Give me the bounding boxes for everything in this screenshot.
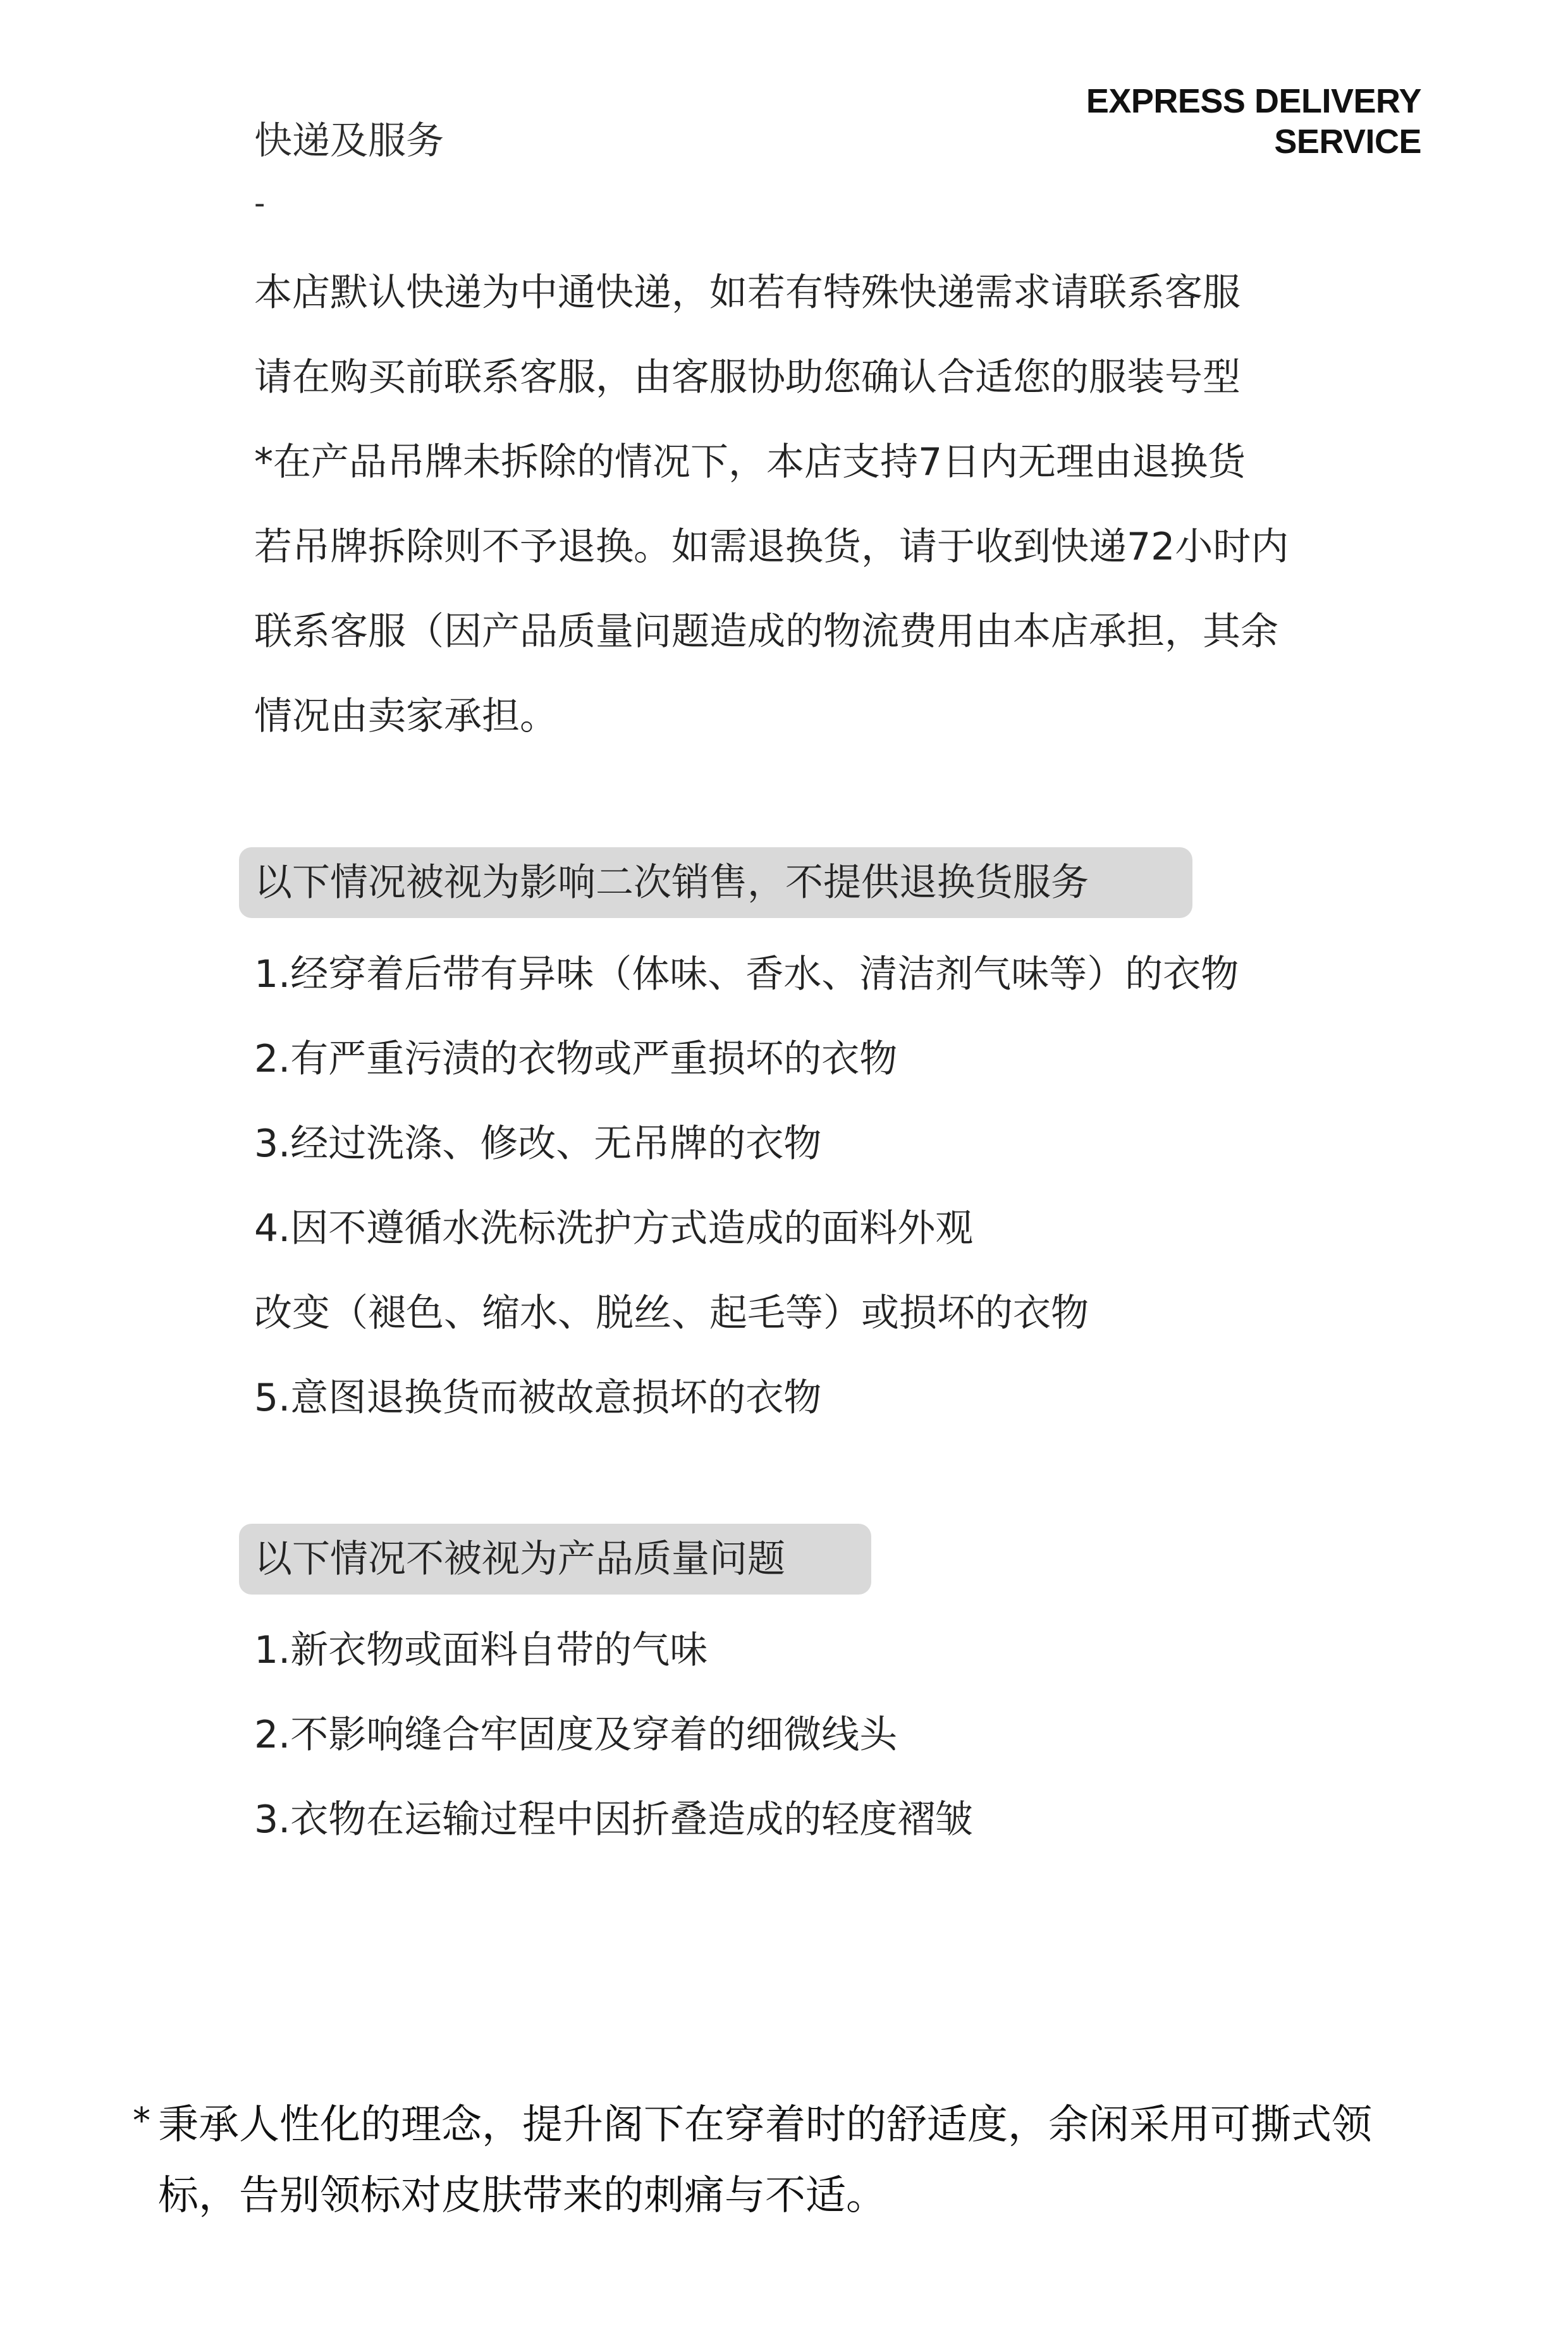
intro-paragraph: [254, 250, 1455, 759]
section-heading-no-return: 以下情况被视为影响二次销售，不提供退换货服务: [239, 847, 1192, 918]
list-item: 改变（褪色、缩水、脱丝、起毛等）或损坏的衣物: [254, 1291, 1089, 1335]
list-item: 4.因不遵循水洗标洗护方式造成的面料外观: [254, 1206, 974, 1251]
list-item: 1.经穿着后带有异味（体味、香水、清洁剂气味等）的衣物: [254, 952, 1239, 996]
list-item: 3.经过洗涤、修改、无吊牌的衣物: [254, 1122, 822, 1166]
list-item: 3.衣物在运输过程中因折叠造成的轻度褶皱: [254, 1798, 974, 1842]
english-heading: [1086, 81, 1421, 162]
intro-line: 若吊牌拆除则不予退换。如需退换货，请于收到快递72小时内: [254, 525, 1289, 569]
footnote-line: 标，告别领标对皮肤带来的刺痛与不适。: [158, 2172, 886, 2219]
intro-line: *在产品吊牌未拆除的情况下，本店支持7日内无理由退换货: [254, 440, 1246, 484]
list-item: 2.不影响缝合牢固度及穿着的细微线头: [254, 1713, 898, 1757]
no-return-list: [254, 932, 1455, 1440]
intro-line: 联系客服（因产品质量问题造成的物流费用由本店承担，其余: [254, 609, 1278, 654]
title-dash: -: [254, 186, 266, 221]
section-heading-not-quality-issue: 以下情况不被视为产品质量问题: [239, 1524, 871, 1595]
english-heading-line2: SERVICE: [1274, 123, 1421, 161]
intro-line: 情况由卖家承担。: [254, 694, 558, 738]
page-title: 快递及服务: [254, 119, 444, 163]
list-item: 2.有严重污渍的衣物或严重损坏的衣物: [254, 1037, 898, 1081]
footnote-asterisk: *: [133, 2100, 150, 2141]
list-item: 5.意图退换货而被故意损坏的衣物: [254, 1376, 822, 1420]
not-quality-issue-list: [254, 1608, 1455, 1862]
footnote-line: 秉承人性化的理念，提升阁下在穿着时的舒适度，余闲采用可撕式领: [158, 2102, 1372, 2148]
footnote: [133, 2090, 1479, 2231]
list-item: 1.新衣物或面料自带的气味: [254, 1628, 708, 1672]
intro-line: 本店默认快递为中通快递，如若有特殊快递需求请联系客服: [254, 271, 1240, 315]
intro-line: 请在购买前联系客服，由客服协助您确认合适您的服装号型: [254, 355, 1240, 400]
english-heading-line1: EXPRESS DELIVERY: [1086, 82, 1421, 120]
